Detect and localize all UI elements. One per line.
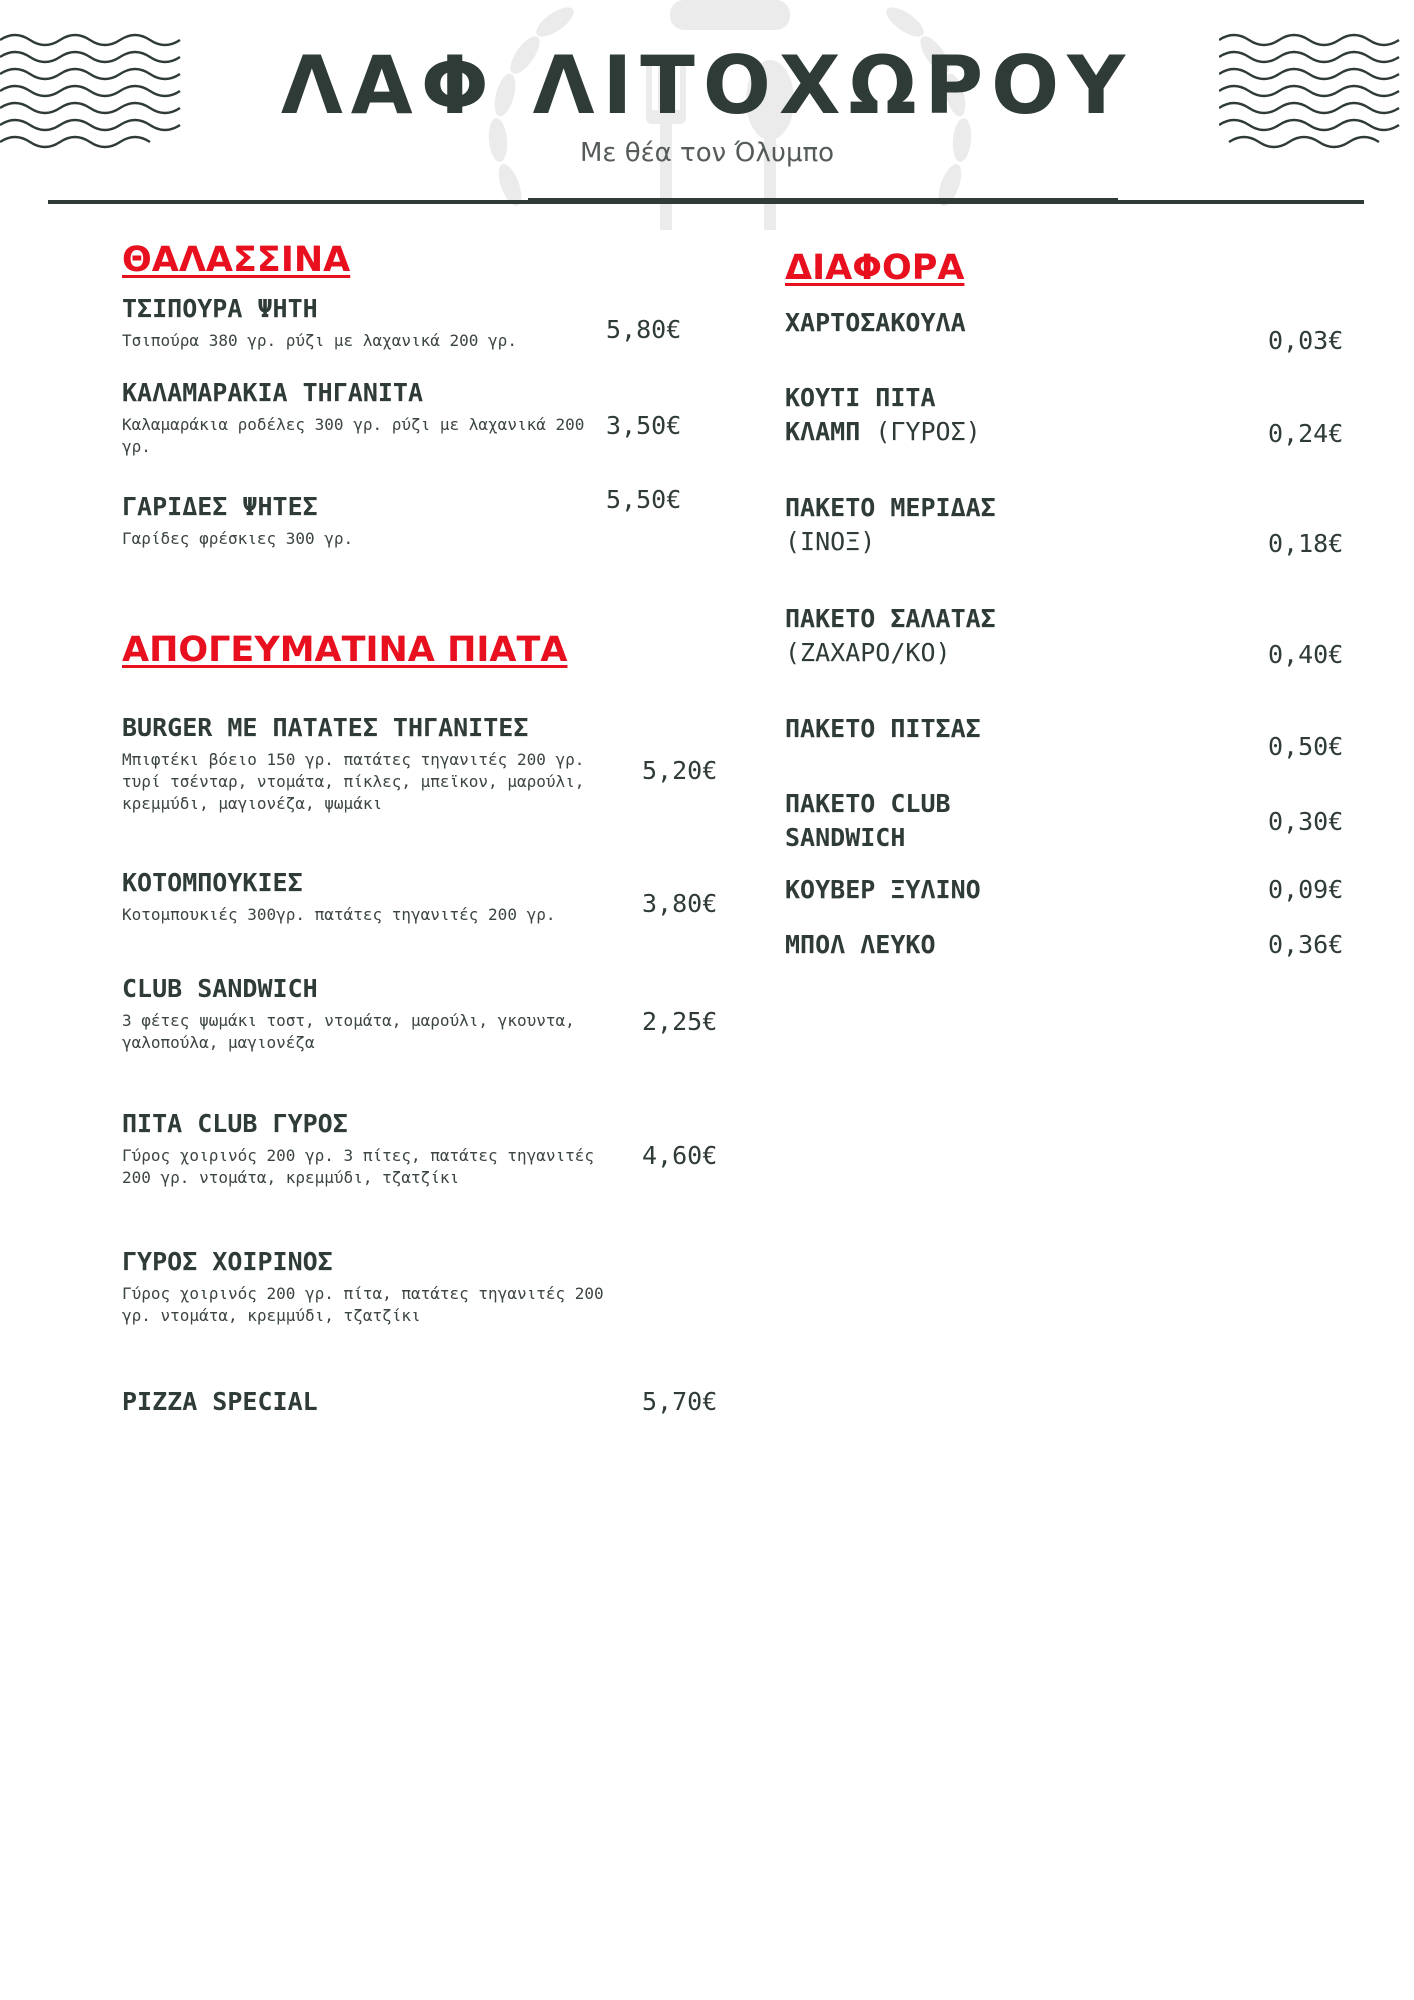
misc-item — [785, 873, 981, 907]
item-price: 0,36€ — [1268, 930, 1344, 959]
item-price: 5,20€ — [642, 756, 718, 785]
item-name-suffix: (ΓΥΡΟΣ) — [860, 417, 981, 446]
item-name: BURGER ΜΕ ΠΑΤΑΤΕΣ ΤΗΓΑΝΙΤΕΣ — [122, 713, 529, 742]
menu-item — [122, 1385, 622, 1419]
item-description: Μπιφτέκι βόειο 150 γρ. πατάτες τηγανιτές 200 γρ. τυρί τσένταρ, ντομάτα, πίκλες, μπεϊκον, μαρούλι, κρεμμύδι, μαγιονέζα, ψωμάκι — [122, 750, 585, 813]
misc-item — [785, 712, 981, 746]
menu-item — [122, 490, 592, 550]
section-heading-seafood: ΘΑΛΑΣΣΙΝΑ — [122, 240, 351, 280]
item-name: ΧΑΡΤΟΣΑΚΟΥΛΑ — [785, 308, 966, 337]
item-name-line2: SANDWICH — [785, 823, 906, 852]
item-name: ΚΟΥΒΕΡ ΞΥΛΙΝΟ — [785, 875, 981, 904]
item-name: ΠΑΚΕΤΟ CLUB — [785, 789, 951, 818]
header-divider-accent — [528, 198, 1118, 201]
item-price: 0,24€ — [1268, 419, 1344, 448]
item-name: ΤΣΙΠΟΥΡΑ ΨΗΤΗ — [122, 294, 318, 323]
item-price: 3,80€ — [642, 889, 718, 918]
item-description: Τσιπούρα 380 γρ. ρύζι με λαχανικά 200 γρ. — [122, 331, 517, 350]
item-name-suffix: (ΖΑΧΑΡΟ/ΚΟ) — [785, 638, 951, 667]
item-name: ΠΑΚΕΤΟ ΜΕΡΙΔΑΣ — [785, 493, 996, 522]
menu-item — [122, 711, 622, 815]
misc-item — [785, 306, 966, 340]
menu-item — [122, 866, 622, 926]
item-description: Γύρος χοιρινός 200 γρ. πίτα, πατάτες τηγανιτές 200 γρ. ντομάτα, κρεμμύδι, τζατζίκι — [122, 1284, 604, 1325]
item-price: 0,40€ — [1268, 640, 1344, 669]
item-price: 3,50€ — [606, 411, 682, 440]
item-name: ΠΑΚΕΤΟ ΣΑΛΑΤΑΣ — [785, 604, 996, 633]
item-name: ΓΑΡΙΔΕΣ ΨΗΤΕΣ — [122, 492, 318, 521]
item-price: 5,70€ — [642, 1387, 718, 1416]
item-name: ΓΥΡΟΣ ΧΟΙΡΙΝΟΣ — [122, 1247, 333, 1276]
item-description: 3 φέτες ψωμάκι τοστ, ντομάτα, μαρούλι, γκουντα, γαλοπούλα, μαγιονέζα — [122, 1011, 575, 1052]
item-price: 0,30€ — [1268, 807, 1344, 836]
menu-item — [122, 292, 592, 352]
item-price: 2,25€ — [642, 1007, 718, 1036]
restaurant-subtitle: Με θέα τον Όλυμπο — [579, 138, 835, 168]
misc-item — [785, 381, 981, 449]
misc-item — [785, 491, 996, 559]
item-description: Γύρος χοιρινός 200 γρ. 3 πίτες, πατάτες τηγανιτές 200 γρ. ντομάτα, κρεμμύδι, τζατζίκι — [122, 1146, 595, 1187]
item-name: ΠΙΤΑ CLUB ΓΥΡΟΣ — [122, 1109, 348, 1138]
item-name: CLUB SANDWICH — [122, 974, 318, 1003]
item-name: ΚΟΥΤΙ ΠΙΤΑ — [785, 383, 936, 412]
item-name-suffix: (ΙΝΟΞ) — [785, 527, 876, 556]
menu-item — [122, 376, 592, 458]
item-price: 5,50€ — [606, 485, 682, 514]
item-price: 4,60€ — [642, 1141, 718, 1170]
menu-item — [122, 972, 622, 1054]
item-name: PIZZA SPECIAL — [122, 1387, 318, 1416]
item-name: ΜΠΟΛ ΛΕΥΚΟ — [785, 930, 936, 959]
item-price: 0,09€ — [1268, 875, 1344, 904]
item-name: ΚΟΤΟΜΠΟΥΚΙΕΣ — [122, 868, 303, 897]
item-price: 5,80€ — [606, 315, 682, 344]
misc-item — [785, 602, 996, 670]
section-heading-misc: ΔΙΑΦΟΡΑ — [785, 248, 965, 288]
menu-item — [122, 1245, 622, 1327]
item-description: Γαρίδες φρέσκιες 300 γρ. — [122, 529, 354, 548]
menu-item — [122, 1107, 622, 1189]
misc-item — [785, 787, 951, 855]
item-description: Καλαμαράκια ροδέλες 300 γρ. ρύζι με λαχανικά 200 γρ. — [122, 415, 585, 456]
item-price: 0,03€ — [1268, 326, 1344, 355]
item-price: 0,50€ — [1268, 732, 1344, 761]
item-name: ΚΑΛΑΜΑΡΑΚΙΑ ΤΗΓΑΝΙΤΑ — [122, 378, 424, 407]
item-price: 0,18€ — [1268, 529, 1344, 558]
section-heading-afternoon: ΑΠΟΓΕΥΜΑΤΙΝΑ ΠΙΑΤΑ — [122, 630, 568, 670]
item-name: ΠΑΚΕΤΟ ΠΙΤΣΑΣ — [785, 714, 981, 743]
misc-item — [785, 928, 936, 962]
item-name-line2: ΚΛΑΜΠ — [785, 417, 861, 446]
item-description: Κοτομπουκιές 300γρ. πατάτες τηγανιτές 200 γρ. — [122, 905, 556, 924]
restaurant-title: ΛΑΦ ΛΙΤΟΧΩΡΟΥ — [280, 39, 1134, 132]
